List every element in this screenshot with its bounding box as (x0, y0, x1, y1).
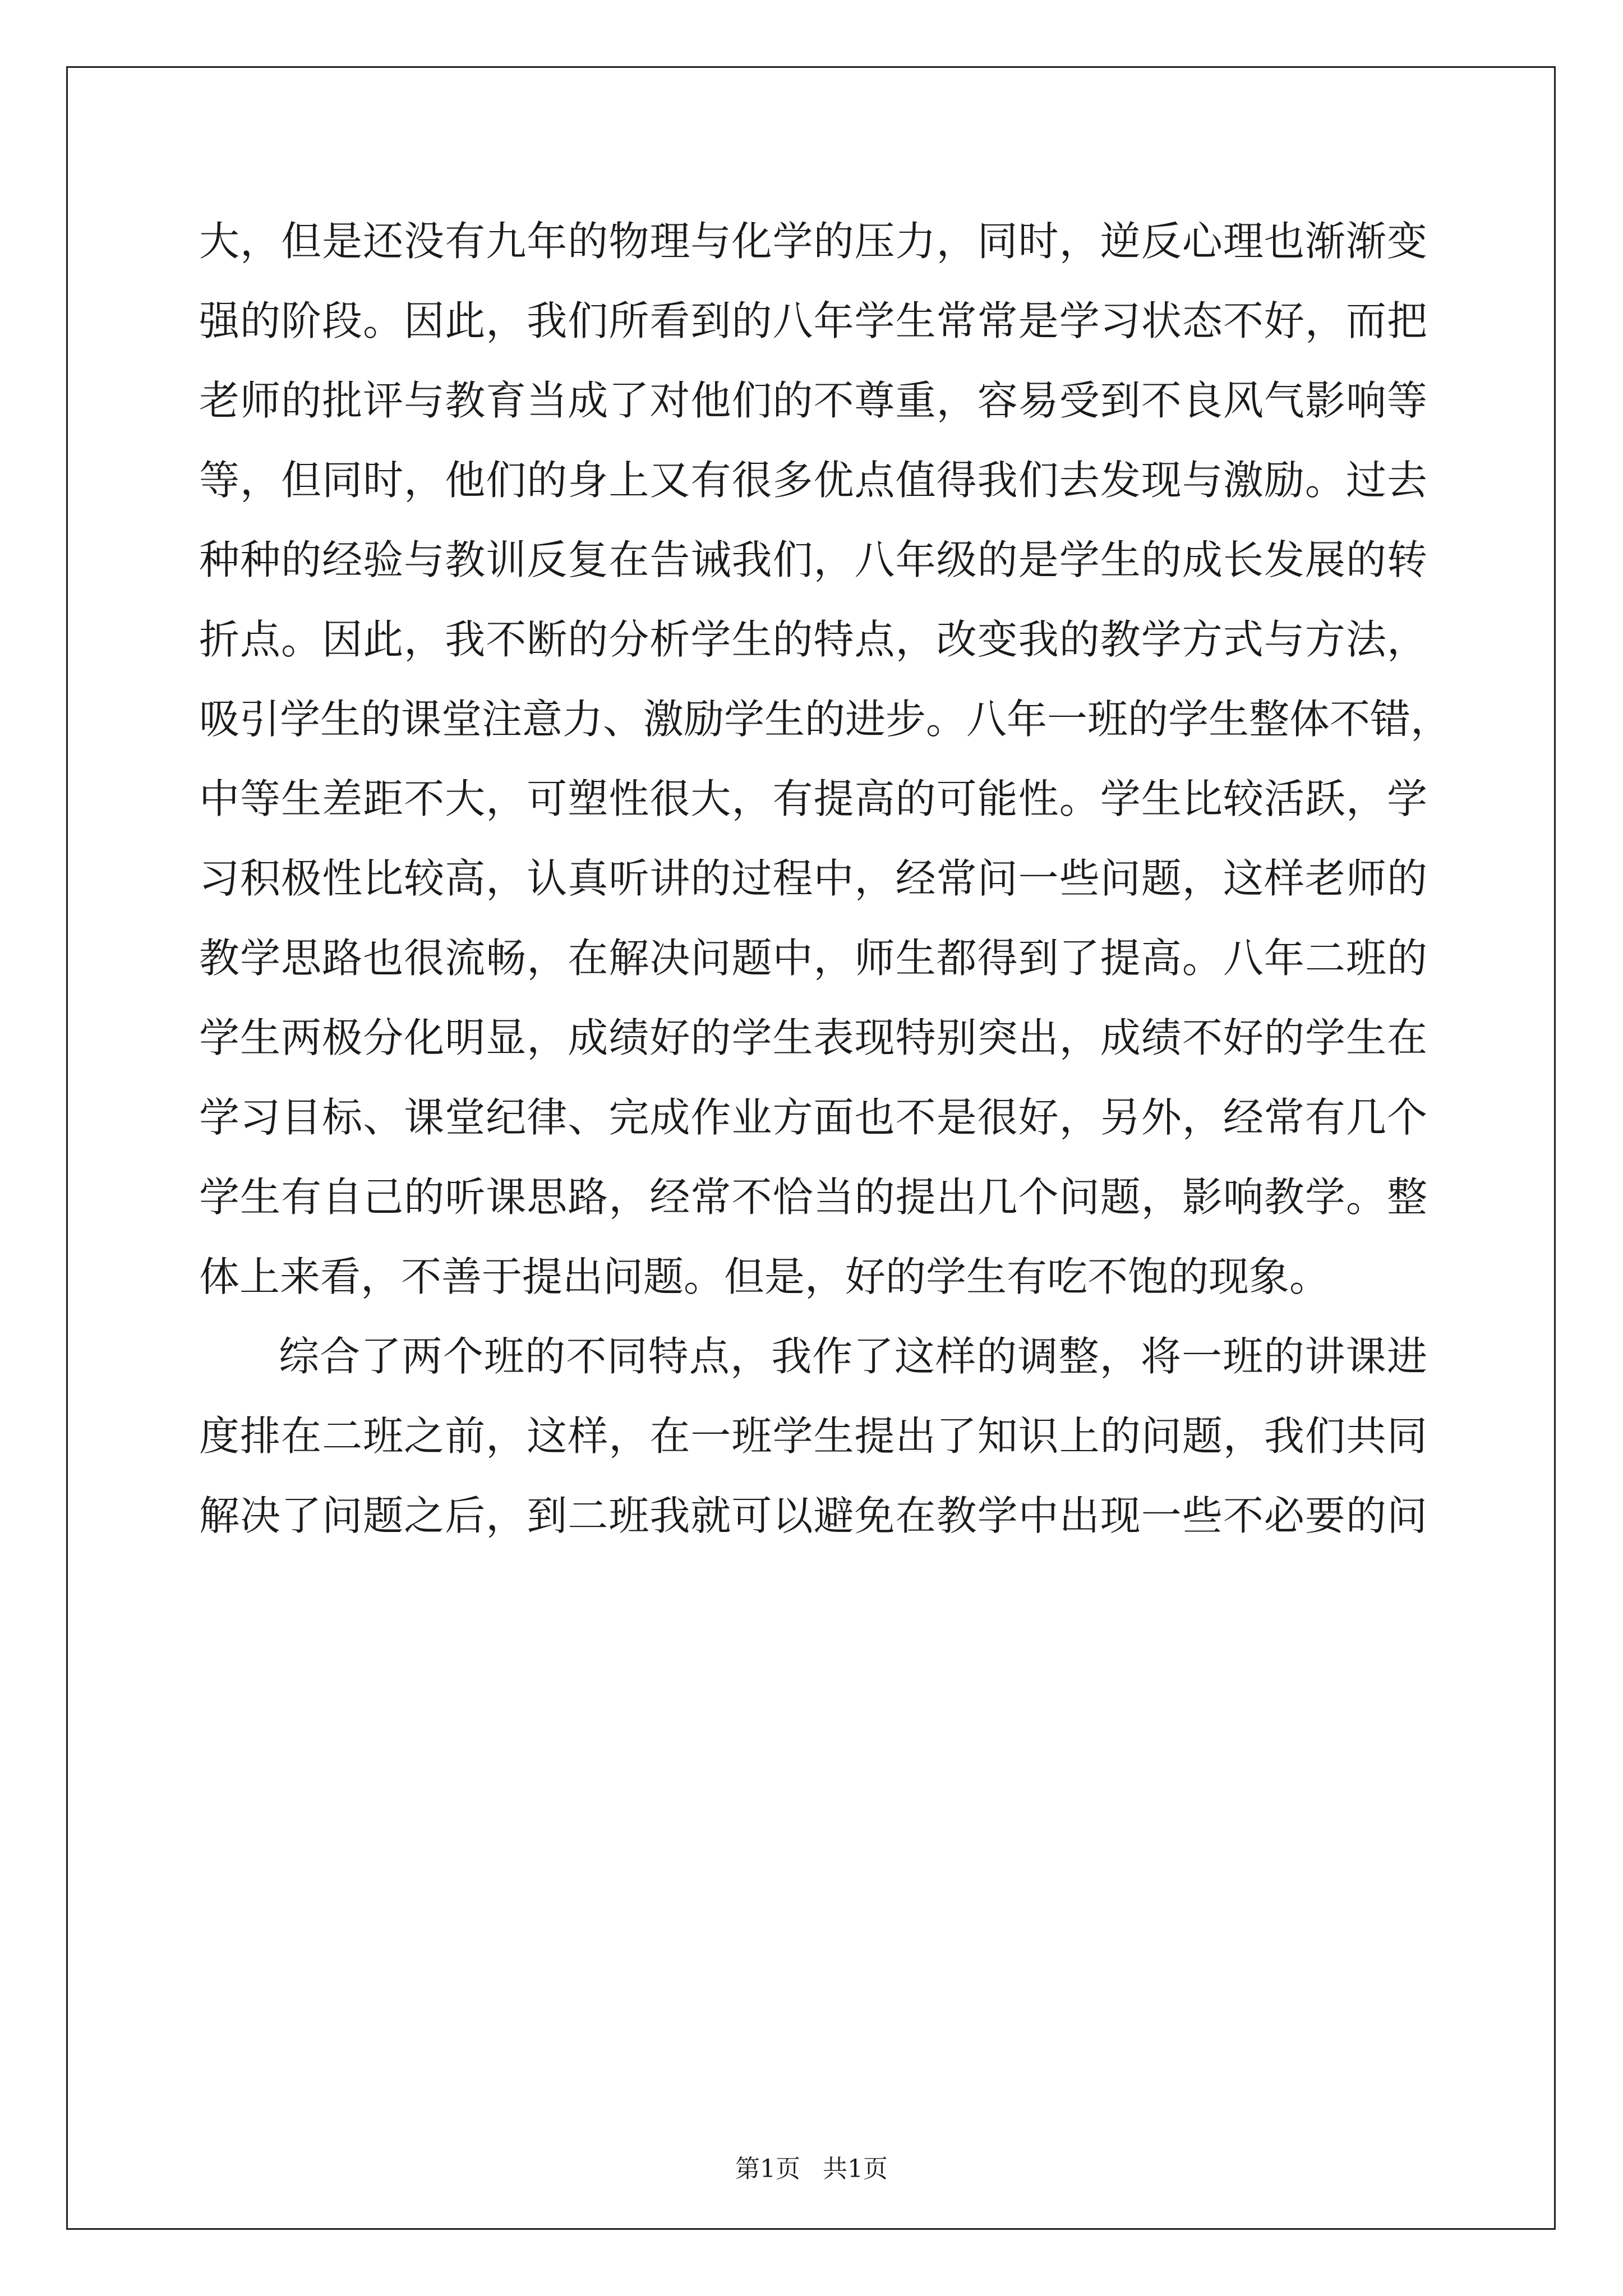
text-line: 种种的经验与教训反复在告诫我们，八年级的是学生的成长发展的转 (199, 536, 1427, 583)
page-number: 第1页 (735, 2155, 800, 2183)
text-line: 中等生差距不大，可塑性很大，有提高的可能性。学生比较活跃，学 (199, 775, 1427, 822)
text-line: 等，但同时，他们的身上又有很多优点值得我们去发现与激励。过去 (199, 457, 1427, 504)
text-line: 学生有自己的听课思路，经常不恰当的提出几个问题，影响教学。整 (199, 1174, 1427, 1221)
text-line: 折点。因此，我不断的分析学生的特点，改变我的教学方式与方法， (199, 616, 1427, 663)
text-line: 综合了两个班的不同特点，我作了这样的调整，将一班的讲课进 (279, 1333, 1427, 1380)
text-line: 大，但是还没有九年的物理与化学的压力，同时，逆反心理也渐渐变 (199, 218, 1427, 265)
text-line: 度排在二班之前，这样，在一班学生提出了知识上的问题，我们共同 (199, 1412, 1427, 1460)
text-line: 学习目标、课堂纪律、完成作业方面也不是很好，另外，经常有几个 (199, 1094, 1427, 1141)
page-total: 共1页 (823, 2155, 888, 2183)
text-line: 习积极性比较高，认真听讲的过程中，经常问一些问题，这样老师的 (199, 855, 1427, 902)
text-line: 强的阶段。因此，我们所看到的八年学生常常是学习状态不好，而把 (199, 297, 1427, 344)
page-footer (0, 2148, 1623, 2184)
text-line: 体上来看，不善于提出问题。但是，好的学生有吃不饱的现象。 (199, 1253, 1330, 1300)
text-line: 解决了问题之后，到二班我就可以避免在教学中出现一些不必要的问 (199, 1492, 1427, 1539)
text-line: 教学思路也很流畅，在解决问题中，师生都得到了提高。八年二班的 (199, 935, 1427, 982)
text-line: 学生两极分化明显，成绩好的学生表现特别突出，成绩不好的学生在 (199, 1014, 1427, 1061)
text-line: 老师的批评与教育当成了对他们的不尊重，容易受到不良风气影响等 (199, 377, 1427, 424)
text-line: 吸引学生的课堂注意力、激励学生的进步。八年一班的学生整体不错， (199, 696, 1451, 743)
